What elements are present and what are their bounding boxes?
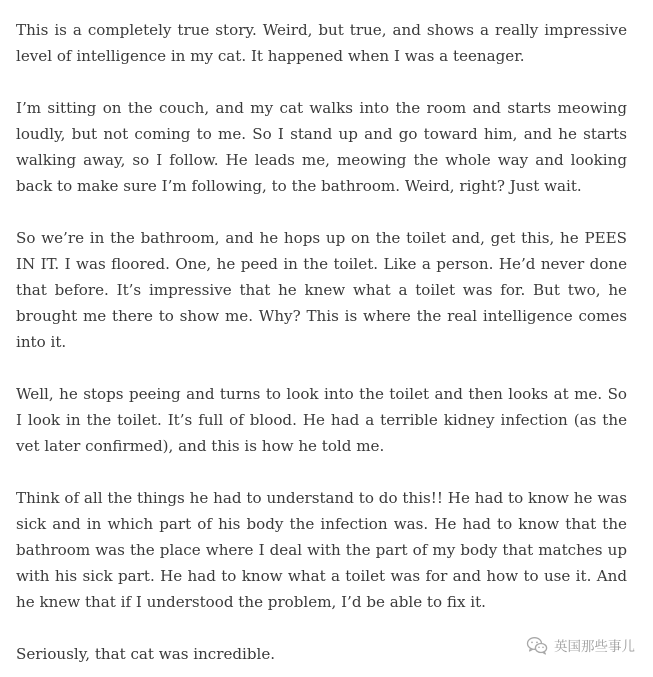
watermark-text: 英国那些事儿 — [554, 639, 635, 655]
paragraph-4: Well, he stops peeing and turns to look into the toilet and then looks at me. So I look in the toilet. It’s full of blood. He had a terrible kidney infection (as the vet later confirmed), and this is how he told me. — [16, 385, 627, 455]
paragraph-1: This is a completely true story. Weird, but true, and shows a really impressive level of intelligence in my cat. It happened when I was a teenager. — [16, 21, 627, 65]
paragraph-6: Seriously, that cat was incredible. — [16, 645, 276, 663]
paragraph-3: So we’re in the bathroom, and he hops up on the toilet and, get this, he PEES IN IT. I was floored. One, he peed in the toilet. Like a person. He’d never done that before. It’s impressive that he knew what a toilet was for. But two, he brought me there to show me. Why? This is where the real intelligence comes into it. — [16, 229, 627, 351]
wechat-icon — [526, 636, 548, 655]
paragraph-5: Think of all the things he had to understand to do this!! He had to know he was sick and in which part of his body the infection was. He had to know that the bathroom was the place where I deal with the part of my body that matches up with his sick part. He had to know what a toilet was for and how to use it. And he knew that if I understood the problem, I’d be able to fix it. — [16, 489, 627, 611]
story-text — [16, 17, 627, 667]
paragraph-2: I’m sitting on the couch, and my cat walks into the room and starts meowing loudly, but not coming to me. So I stand up and go toward him, and he starts walking away, so I follow. He leads me, meowing the whole way and looking back to make sure I’m following, to the bathroom. Weird, right? Just wait. — [16, 99, 627, 195]
watermark — [526, 635, 635, 655]
